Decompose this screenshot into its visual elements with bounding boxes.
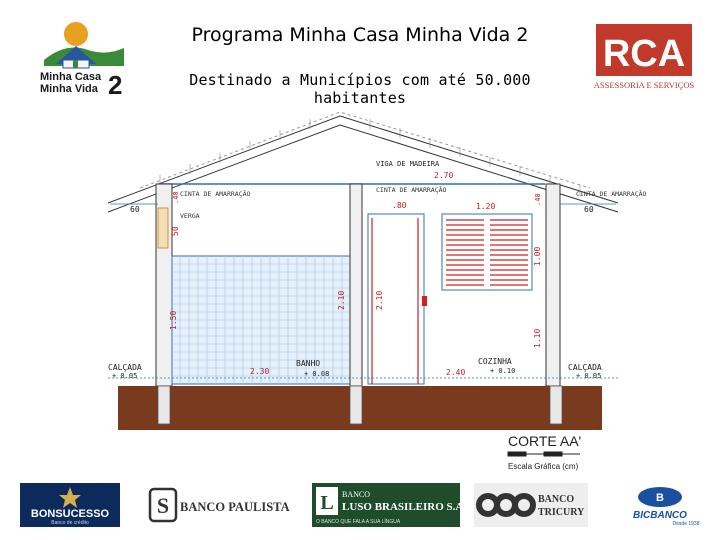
dim-110: 1.10 (533, 328, 542, 348)
window (442, 214, 532, 290)
mcmv-line2: Minha Vida (40, 83, 98, 95)
svg-text:B: B (656, 492, 664, 504)
tile-wall (172, 256, 350, 384)
footing-right (550, 386, 562, 424)
mcmv-line1: Minha Casa (40, 71, 102, 83)
house-door (73, 60, 78, 68)
rca-tagline: ASSESSORIA E SERVIÇOS (593, 80, 695, 90)
level-left: + 0.05 (112, 372, 138, 380)
svg-text:BANCO: BANCO (538, 494, 575, 505)
svg-text:BANCO: BANCO (342, 490, 371, 499)
dim-40-right: .40 (534, 193, 542, 206)
label-cinta-left: CINTA DE AMARRAÇÃO (180, 190, 251, 198)
level-right: + 0.05 (576, 372, 602, 380)
svg-text:TRICURY: TRICURY (538, 507, 585, 518)
dim-150: 1.50 (169, 310, 178, 330)
svg-text:LUSO BRASILEIRO S.A.: LUSO BRASILEIRO S.A. (342, 501, 467, 513)
right-column (546, 184, 560, 386)
section-title: CORTE AA' (508, 433, 582, 449)
middle-column (350, 184, 362, 386)
section-drawing (100, 108, 647, 480)
verga-block (158, 208, 168, 248)
sun-icon (64, 22, 88, 46)
level-cozinha: + 0.10 (490, 367, 516, 375)
door-handle (422, 296, 427, 306)
dim-100: 1.00 (533, 246, 542, 266)
dim-210-a: 2.10 (337, 290, 346, 310)
footing-mid (350, 386, 362, 424)
graphic-scale (508, 452, 580, 456)
label-cinta-mid: CINTA DE AMARRAÇÃO (376, 186, 447, 194)
label-calcada-right: CALÇADA (568, 363, 602, 372)
dim-210-b: 2.10 (375, 290, 384, 310)
bonsucesso-logo (20, 483, 120, 527)
svg-text:BANCO PAULISTA: BANCO PAULISTA (180, 500, 290, 514)
banco-paulista-logo (148, 483, 290, 527)
dim-230: 2.30 (250, 367, 270, 376)
dim-270: 2.70 (434, 171, 454, 180)
label-cinta-right: CINTA DE AMARRAÇÃO (576, 190, 647, 198)
svg-text:Banco de crédito: Banco de crédito (51, 520, 89, 526)
bicbanco-logo (614, 483, 706, 527)
level-banho: + 0.08 (304, 370, 330, 378)
dim-50: 50 (171, 226, 180, 236)
dim-60-left: 60 (130, 205, 140, 214)
mcmv-logo (36, 20, 136, 98)
svg-text:Desde 1938: Desde 1938 (672, 521, 700, 527)
banco-tricury-logo (474, 483, 588, 527)
label-calcada-left: CALÇADA (108, 363, 142, 372)
banco-luso-logo (312, 483, 467, 527)
svg-text:O BANCO QUE FALA A SUA LÍNGUA: O BANCO QUE FALA A SUA LÍNGUA (316, 519, 401, 525)
svg-text:BONSUCESSO: BONSUCESSO (30, 508, 110, 520)
paulista-s-icon: S (156, 493, 170, 518)
label-viga-madeira: VIGA DE MADEIRA (376, 160, 440, 168)
scale-label: Escala Gráfica (cm) (508, 462, 579, 471)
dim-120: 1.20 (476, 202, 496, 211)
mcmv-number: 2 (108, 70, 123, 100)
dim-40-left: .40 (172, 191, 180, 204)
svg-text:BICBANCO: BICBANCO (633, 510, 687, 521)
rca-logo (594, 22, 694, 94)
footing-left (158, 386, 170, 424)
dim-60-right: 60 (584, 205, 594, 214)
page-title: Programa Minha Casa Minha Vida 2 (191, 24, 529, 46)
label-banho: BANHO (296, 359, 321, 368)
dim-80: .80 (392, 201, 407, 210)
page-subtitle: Destinado a Municípios com até 50.000 habitantes (189, 71, 531, 107)
label-verga: VERGA (180, 212, 200, 220)
label-cozinha: COZINHA (478, 357, 512, 366)
luso-emblem-icon: L (320, 492, 334, 514)
dim-240: 2.40 (446, 368, 466, 377)
rca-mark: RCA (602, 33, 686, 75)
